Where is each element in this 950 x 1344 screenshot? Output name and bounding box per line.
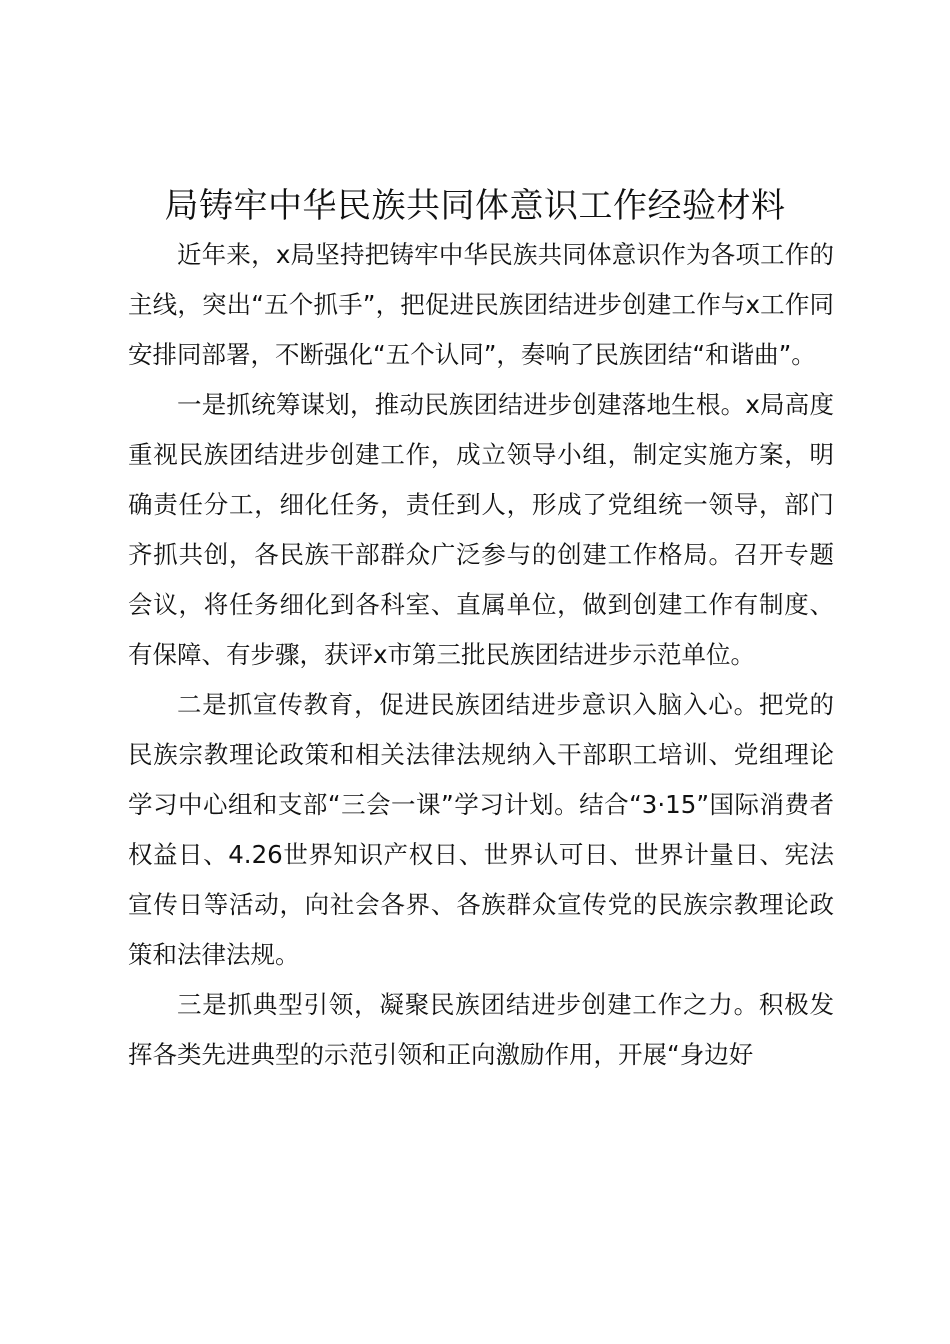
document-title: 局铸牢中华民族共同体意识工作经验材料 [164,186,786,226]
paragraph-education: 二是抓宣传教育，促进民族团结进步意识入脑入心。把党的民族宗教理论政策和相关法律法规纳入干部职工培训、党组理论学习中心组和支部“三会一课”学习计划。结合“3·15”国际消费者权益日、4.26世界知识产权日、世界认可日、世界计量日、宪法宣传日等活动，向社会各界、各族群众宣传党的民族宗教理论政策和法律法规。 [128,690,834,969]
paragraph-role-models: 三是抓典型引领，凝聚民族团结进步创建工作之力。积极发挥各类先进典型的示范引领和正向激励作用，开展“身边好 [128,990,834,1069]
paragraph-planning: 一是抓统筹谋划，推动民族团结进步创建落地生根。x局高度重视民族团结进步创建工作，成立领导小组，制定实施方案，明确责任分工，细化任务，责任到人，形成了党组统一领导，部门齐抓共创，各民族干部群众广泛参与的创建工作格局。召开专题会议，将任务细化到各科室、直属单位，做到创建工作有制度、有保障、有步骤，获评x市第三批民族团结进步示范单位。 [128,390,834,669]
document-body [128,230,834,1080]
paragraph-intro: 近年来，x局坚持把铸牢中华民族共同体意识作为各项工作的主线，突出“五个抓手”，把促进民族团结进步创建工作与x工作同安排同部署，不断强化“五个认同”，奏响了民族团结“和谐曲”。 [128,240,834,369]
